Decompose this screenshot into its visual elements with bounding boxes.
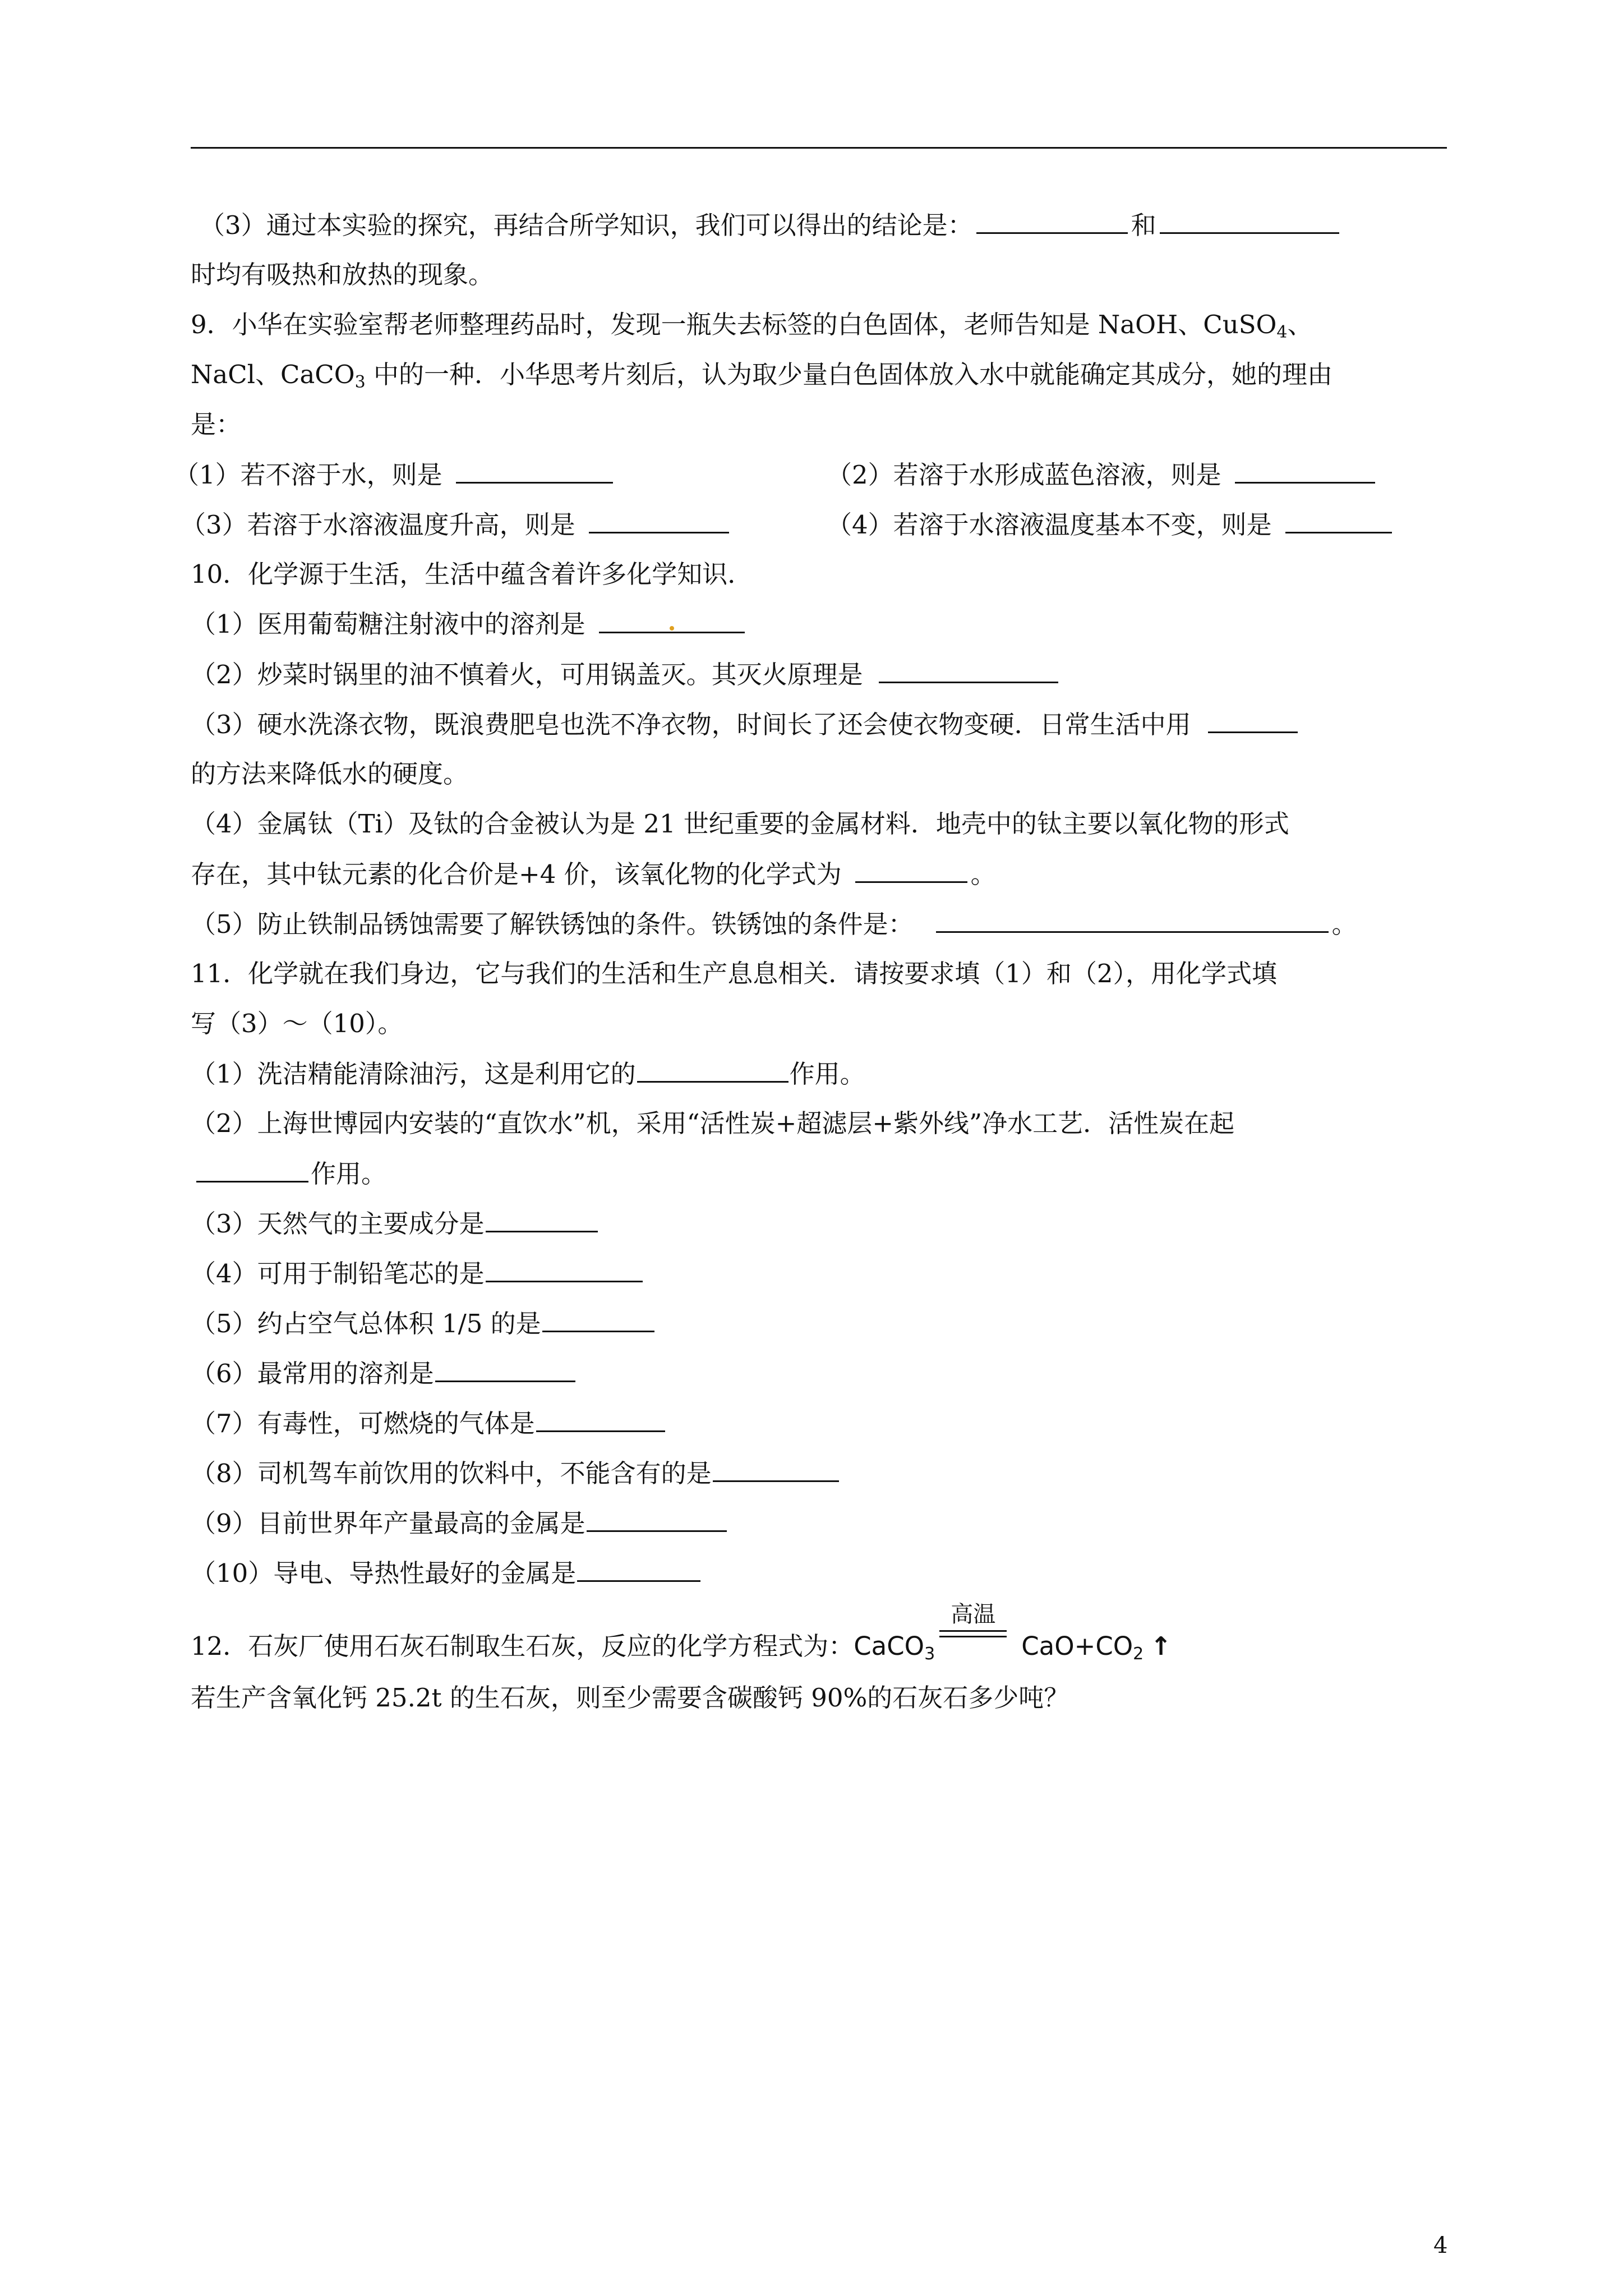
q9-option4 xyxy=(827,510,1395,540)
q8-part3 xyxy=(200,212,1343,238)
mark-dot xyxy=(670,626,674,631)
q9-line2-a: NaCl、CaCO xyxy=(191,360,355,389)
q11-part6 xyxy=(191,1360,577,1386)
period: 。 xyxy=(1331,909,1357,939)
product: CaO+CO xyxy=(1021,1631,1133,1661)
answer-blank[interactable] xyxy=(637,1061,789,1083)
equals-line xyxy=(939,1636,1007,1637)
q11-part4 xyxy=(191,1259,644,1289)
answer-blank[interactable] xyxy=(536,1410,665,1432)
q9-option4-text: （4）若溶于水溶液温度基本不变，则是 xyxy=(827,510,1272,540)
page-number: 4 xyxy=(1433,2233,1448,2258)
q11-title-line1: 11．化学就在我们身边，它与我们的生活和生产息息相关．请按要求填（1）和（2），用化学式填 xyxy=(191,959,1278,988)
q11-part8-text: （8）司机驾车前饮用的饮料中，不能含有的是 xyxy=(191,1458,712,1488)
q11-part8 xyxy=(191,1460,840,1486)
q11-part10-text: （10）导电、导热性最好的金属是 xyxy=(191,1558,577,1588)
q11-part2-cont xyxy=(196,1159,387,1189)
q9-line1-text: 9．小华在实验室帮老师整理药品时，发现一瓶失去标签的白色固体，老师告知是 NaOH、CuSO xyxy=(191,310,1277,339)
answer-blank[interactable] xyxy=(435,1360,575,1382)
q11-part5-text: （5）约占空气总体积 1/5 的是 xyxy=(191,1309,541,1338)
answer-blank[interactable] xyxy=(713,1460,839,1482)
q11-part9-text: （9）目前世界年产量最高的金属是 xyxy=(191,1508,585,1538)
q8-part3-text: （3）通过本实验的探究，再结合所学知识，我们可以得出的结论是： xyxy=(200,210,973,240)
q11-part5 xyxy=(191,1310,656,1336)
q11-part9 xyxy=(191,1510,728,1536)
subscript: 4 xyxy=(1276,323,1288,342)
answer-blank[interactable] xyxy=(599,611,745,633)
answer-blank[interactable] xyxy=(589,512,729,533)
q10-part3-cont: 的方法来降低水的硬度。 xyxy=(191,759,469,789)
q12-line1-text: 12．石灰厂使用石灰石制取生石灰，反应的化学方程式为： xyxy=(191,1631,854,1661)
q9-option2 xyxy=(827,460,1378,490)
reactant: CaCO xyxy=(854,1631,925,1661)
q10-part4-text: 存在，其中钛元素的化合价是+4 价，该氧化物的化学式为 xyxy=(191,859,842,889)
q9-option3-text: （3）若溶于水溶液温度升高，则是 xyxy=(181,510,575,540)
q11-title-line2: 写（3）～（10）。 xyxy=(191,1009,403,1038)
answer-blank[interactable] xyxy=(1235,462,1375,484)
q8-part3-cont: 时均有吸热和放热的现象。 xyxy=(191,260,494,289)
q10-part5-text: （5）防止铁制品锈蚀需要了解铁锈蚀的条件。铁锈蚀的条件是： xyxy=(191,909,914,939)
answer-blank[interactable] xyxy=(486,1211,598,1232)
q12-equation-line xyxy=(191,1602,1172,1664)
q11-part6-text: （6）最常用的溶剂是 xyxy=(191,1359,434,1388)
answer-blank[interactable] xyxy=(1285,512,1392,533)
q11-part10 xyxy=(191,1560,702,1586)
q11-part1-end: 作用。 xyxy=(789,1059,865,1089)
equals-line xyxy=(939,1630,1007,1632)
q11-part2-end: 作用。 xyxy=(311,1159,387,1189)
answer-blank[interactable] xyxy=(486,1260,643,1282)
header-rule xyxy=(191,147,1447,149)
subscript: 3 xyxy=(354,372,366,392)
q9-option2-text: （2）若溶于水形成蓝色溶液，则是 xyxy=(827,460,1221,490)
q10-part3 xyxy=(191,711,1301,737)
q9-line3: 是： xyxy=(191,409,242,439)
answer-blank[interactable] xyxy=(976,212,1128,234)
subscript: 3 xyxy=(924,1644,935,1664)
q10-part5 xyxy=(191,911,1357,937)
q11-part7 xyxy=(191,1410,666,1436)
q9-option1 xyxy=(174,460,616,490)
gas-arrow-icon: ↑ xyxy=(1150,1631,1172,1661)
period: 。 xyxy=(970,859,996,889)
answer-blank[interactable] xyxy=(1160,212,1339,234)
answer-blank[interactable] xyxy=(855,861,967,883)
answer-blank[interactable] xyxy=(542,1310,654,1332)
q10-part2-text: （2）炒菜时锅里的油不慎着火，可用锅盖灭。其灭火原理是 xyxy=(191,660,863,689)
q9-option1-text: （1）若不溶于水，则是 xyxy=(174,460,442,490)
q9-line1 xyxy=(191,312,1313,341)
answer-blank[interactable] xyxy=(936,911,1329,933)
answer-blank[interactable] xyxy=(879,661,1058,683)
q10-part1-text: （1）医用葡萄糖注射液中的溶剂是 xyxy=(191,609,585,639)
and-text: 和 xyxy=(1131,210,1156,240)
q11-part3-text: （3）天然气的主要成分是 xyxy=(191,1209,485,1239)
answer-blank[interactable] xyxy=(587,1510,727,1532)
answer-blank[interactable] xyxy=(456,462,613,484)
answer-blank[interactable] xyxy=(1208,711,1298,733)
q10-part4-cont xyxy=(191,861,996,887)
subscript: 2 xyxy=(1133,1644,1144,1664)
reaction-condition xyxy=(939,1602,1007,1655)
q12-question: 若生产含氧化钙 25.2t 的生石灰，则至少需要含碳酸钙 90%的石灰石多少吨？ xyxy=(191,1683,1069,1713)
q10-title: 10．化学源于生活，生活中蕴含着许多化学知识． xyxy=(191,559,753,589)
q11-part4-text: （4）可用于制铅笔芯的是 xyxy=(191,1259,485,1289)
q9-line2-b: 中的一种．小华思考片刻后，认为取少量白色固体放入水中就能确定其成分，她的理由 xyxy=(365,360,1333,389)
q9-line1-end: 、 xyxy=(1287,310,1313,339)
q11-part7-text: （7）有毒性，可燃烧的气体是 xyxy=(191,1409,535,1438)
condition-label: 高温 xyxy=(951,1602,996,1627)
answer-blank[interactable] xyxy=(196,1161,308,1182)
q11-part1-text: （1）洗洁精能清除油污，这是利用它的 xyxy=(191,1059,636,1089)
q11-part1 xyxy=(191,1061,865,1087)
q9-option3 xyxy=(181,510,732,540)
answer-blank[interactable] xyxy=(577,1560,700,1582)
q11-part2: （2）上海世博园内安装的“直饮水”机，采用“活性炭+超滤层+紫外线”净水工艺．活性炭在起 xyxy=(191,1108,1235,1138)
q10-part4: （4）金属钛（Ti）及钛的合金被认为是 21 世纪重要的金属材料．地壳中的钛主要以氧化物的形式 xyxy=(191,809,1289,839)
q10-part3-text: （3）硬水洗涤衣物，既浪费肥皂也洗不净衣物，时间长了还会使衣物变硬．日常生活中用 xyxy=(191,710,1191,739)
q10-part2 xyxy=(191,661,1062,687)
q10-part1 xyxy=(191,611,748,637)
q9-line2 xyxy=(191,362,1332,391)
q11-part3 xyxy=(191,1209,599,1239)
